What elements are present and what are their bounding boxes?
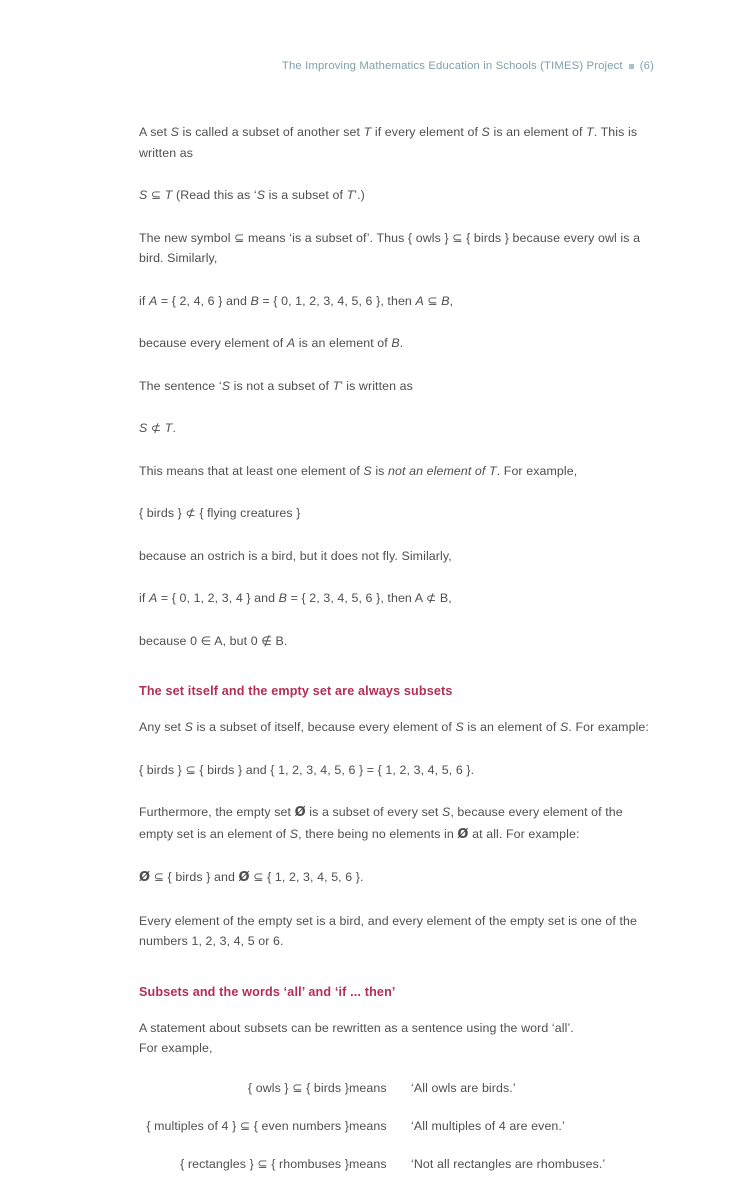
section-heading-all-if-then: Subsets and the words ‘all’ and ‘if ... then’ bbox=[139, 984, 396, 999]
text-fragment: { birds } and { 1, 2, 3, 4, 5, 6 } = { 1, 2, 3, 4, 5, 6 }. bbox=[195, 762, 475, 777]
subset-symbol: ⊆ bbox=[257, 1156, 268, 1171]
paragraph-new-symbol bbox=[139, 228, 651, 269]
text-fragment: { birds } bbox=[139, 506, 186, 520]
paragraph-any-set-subset-of-itself bbox=[139, 717, 651, 738]
paragraph-empty-set-subset bbox=[139, 802, 651, 845]
text-fragment: . For example, bbox=[496, 463, 578, 478]
text-fragment: if every element of bbox=[371, 125, 482, 139]
text-fragment: The new symbol bbox=[139, 230, 235, 245]
subset-symbol: ⊆ bbox=[253, 870, 264, 884]
text-fragment: . For example: bbox=[568, 720, 649, 734]
variable-S: S bbox=[441, 805, 451, 819]
empty-set-symbol: Ø bbox=[139, 870, 151, 885]
table-cell-set-expression bbox=[139, 1069, 349, 1107]
empty-set-symbol: Ø bbox=[457, 826, 469, 842]
not-subset-symbol: ⊄ bbox=[185, 506, 196, 520]
variable-T: T bbox=[363, 125, 372, 139]
variable-T: T bbox=[164, 421, 173, 435]
equation-A-not-subset-B bbox=[139, 588, 651, 609]
text-fragment: B. bbox=[271, 633, 288, 648]
subset-symbol: ⊆ bbox=[234, 230, 245, 245]
page-number: (6) bbox=[639, 60, 654, 72]
text-fragment: { birds } and bbox=[164, 870, 239, 884]
text-fragment: . This is written as bbox=[139, 125, 638, 160]
equation-birds-subset-birds bbox=[139, 760, 651, 781]
text-fragment: at all. For example: bbox=[468, 826, 580, 841]
text-fragment: is not a subset of bbox=[230, 378, 333, 393]
text-fragment: because every element of bbox=[139, 336, 287, 350]
table-row bbox=[139, 1145, 651, 1183]
not-subset-symbol: ⊄ bbox=[150, 421, 162, 435]
square-bullet-icon bbox=[629, 64, 634, 69]
variable-S: S bbox=[481, 125, 490, 139]
empty-set-symbol: Ø bbox=[238, 870, 250, 885]
text-fragment: = { 0, 1, 2, 3, 4 } and bbox=[157, 591, 279, 605]
variable-B: B bbox=[441, 293, 450, 308]
variable-S: S bbox=[455, 720, 464, 734]
set-left: { owls } bbox=[247, 1080, 289, 1095]
statement-examples-table bbox=[139, 1069, 651, 1183]
paragraph-for-example: For example, bbox=[139, 1041, 213, 1055]
set-left: { rectangles } bbox=[180, 1156, 254, 1171]
paragraph-subset-definition bbox=[139, 122, 651, 163]
not-subset-symbol: ⊄ bbox=[426, 591, 437, 605]
table-body bbox=[139, 1069, 651, 1183]
not-element-of-symbol: ∉ bbox=[261, 633, 272, 648]
variable-B: B bbox=[250, 293, 259, 308]
text-fragment: The sentence ‘ bbox=[139, 378, 222, 393]
text-fragment: B, bbox=[436, 591, 452, 605]
text-fragment: { birds } bbox=[139, 762, 186, 777]
variable-A: A bbox=[148, 591, 158, 605]
variable-S: S bbox=[559, 720, 569, 734]
text-fragment: because 0 bbox=[139, 633, 201, 648]
variable-A: A bbox=[148, 293, 158, 308]
variable-S: S bbox=[256, 188, 266, 202]
paragraph-element-membership bbox=[139, 631, 651, 652]
text-fragment: . bbox=[172, 421, 176, 435]
subset-symbol: ⊆ bbox=[153, 870, 165, 884]
set-left: { multiples of 4 } bbox=[146, 1118, 237, 1133]
set-right: { rhombuses } bbox=[271, 1156, 349, 1171]
text-fragment: (Read this as ‘ bbox=[172, 188, 257, 202]
variable-B: B bbox=[278, 591, 288, 605]
text-fragment: = { 2, 3, 4, 5, 6 }, then A bbox=[287, 591, 427, 605]
text-fragment: A, but 0 bbox=[211, 633, 262, 648]
text-fragment: { flying creatures } bbox=[195, 506, 301, 520]
table-cell-phrase: ‘All multiples of 4 are even.’ bbox=[411, 1118, 565, 1133]
text-fragment: , bbox=[449, 293, 454, 308]
equation-subset-notation bbox=[139, 185, 651, 206]
section-heading-empty-set: The set itself and the empty set are always subsets bbox=[139, 684, 453, 698]
equation-birds-not-subset-flying bbox=[139, 503, 651, 524]
table-cell-phrase: ‘Not all rectangles are rhombuses.’ bbox=[411, 1156, 606, 1171]
subset-symbol: ⊆ bbox=[150, 188, 162, 202]
table-cell-set-expression bbox=[139, 1107, 349, 1145]
table-cell-set-expression bbox=[139, 1145, 349, 1183]
table-row bbox=[139, 1107, 651, 1145]
variable-T: T bbox=[489, 463, 497, 478]
document-content bbox=[139, 122, 651, 1183]
text-fragment: if bbox=[139, 293, 149, 308]
text-fragment: is bbox=[371, 463, 389, 478]
variable-A: A bbox=[286, 336, 296, 350]
text-fragment: is a subset of bbox=[265, 188, 347, 202]
paragraph-statement-rewritten: A statement about subsets can be rewritten as a sentence using the word ‘all’. bbox=[139, 1020, 574, 1035]
variable-S: S bbox=[184, 720, 193, 734]
variable-B: B bbox=[391, 336, 400, 350]
text-fragment: ’ is written as bbox=[340, 378, 413, 393]
paragraph-not-a-subset bbox=[139, 376, 651, 397]
text-fragment: if bbox=[139, 591, 149, 605]
text-fragment: is an element of bbox=[463, 720, 560, 734]
text-fragment: is a subset of every set bbox=[305, 805, 442, 819]
text-fragment: Furthermore, the empty set bbox=[139, 805, 295, 819]
text-fragment: A set bbox=[139, 125, 171, 139]
subset-symbol: ⊆ bbox=[427, 293, 438, 308]
variable-S: S bbox=[139, 421, 148, 435]
equation-not-subset-notation bbox=[139, 418, 651, 439]
paragraph-every-element-empty-set: Every element of the empty set is a bird, and every element of the empty set is one of the numbers 1, 2, 3, 4, 5 or 6. bbox=[139, 913, 637, 948]
variable-S: S bbox=[139, 188, 148, 202]
subset-symbol: ⊆ bbox=[239, 1118, 251, 1133]
set-right: { even numbers } bbox=[253, 1118, 349, 1133]
paragraph-ostrich: because an ostrich is a bird, but it does not fly. Similarly, bbox=[139, 548, 452, 563]
variable-S: S bbox=[170, 125, 179, 139]
variable-S: S bbox=[363, 463, 372, 478]
text-fragment: , because every element of the empty set is an element of bbox=[139, 805, 623, 841]
variable-S: S bbox=[221, 378, 231, 393]
table-row bbox=[139, 1069, 651, 1107]
text-fragment: ’.) bbox=[354, 188, 365, 202]
text-fragment: is called a subset of another set bbox=[178, 125, 364, 139]
text-fragment: . bbox=[399, 336, 404, 350]
subset-symbol: ⊆ bbox=[185, 762, 196, 777]
text-fragment: = { 2, 4, 6 } and bbox=[157, 293, 251, 308]
table-cell-means: means bbox=[349, 1156, 387, 1171]
paragraph-because-every-element bbox=[139, 333, 651, 354]
subset-symbol: ⊆ bbox=[292, 1080, 303, 1095]
text-fragment: This means that at least one element of bbox=[139, 463, 364, 478]
running-header-title: The Improving Mathematics Education in Schools (TIMES) Project bbox=[281, 60, 623, 72]
table-cell-phrase: ‘All owls are birds.’ bbox=[411, 1080, 516, 1095]
variable-S: S bbox=[289, 826, 299, 841]
variable-A: A bbox=[415, 293, 424, 308]
subset-symbol: ⊆ bbox=[452, 230, 463, 245]
variable-T: T bbox=[586, 125, 594, 139]
table-cell-means: means bbox=[349, 1118, 387, 1133]
variable-T: T bbox=[346, 188, 355, 202]
equation-empty-subset-examples bbox=[139, 867, 651, 889]
text-fragment: { 1, 2, 3, 4, 5, 6 }. bbox=[263, 870, 364, 884]
empty-set-symbol: Ø bbox=[294, 805, 306, 820]
text-fragment: , there being no elements in bbox=[298, 826, 458, 841]
running-header bbox=[282, 60, 654, 72]
set-right: { birds } bbox=[306, 1080, 349, 1095]
element-of-symbol: ∈ bbox=[200, 633, 212, 648]
variable-T: T bbox=[332, 378, 341, 393]
text-fragment: means ‘is a subset of’. Thus { owls } bbox=[244, 230, 453, 245]
table-cell-means: means bbox=[349, 1080, 387, 1095]
variable-T: T bbox=[164, 188, 173, 202]
paragraph-at-least-one-element bbox=[139, 461, 651, 482]
text-fragment: is an element of bbox=[295, 336, 392, 350]
emphasis-not-an-element: not an element of bbox=[388, 463, 490, 478]
text-fragment: Any set bbox=[139, 720, 185, 734]
text-fragment: { birds } because every owl is a bird. Similarly, bbox=[139, 230, 641, 265]
text-fragment: is a subset of itself, because every element of bbox=[192, 720, 456, 734]
text-fragment: is an element of bbox=[489, 125, 587, 139]
equation-A-subset-B bbox=[139, 291, 651, 312]
text-fragment: = { 0, 1, 2, 3, 4, 5, 6 }, then bbox=[258, 293, 416, 308]
